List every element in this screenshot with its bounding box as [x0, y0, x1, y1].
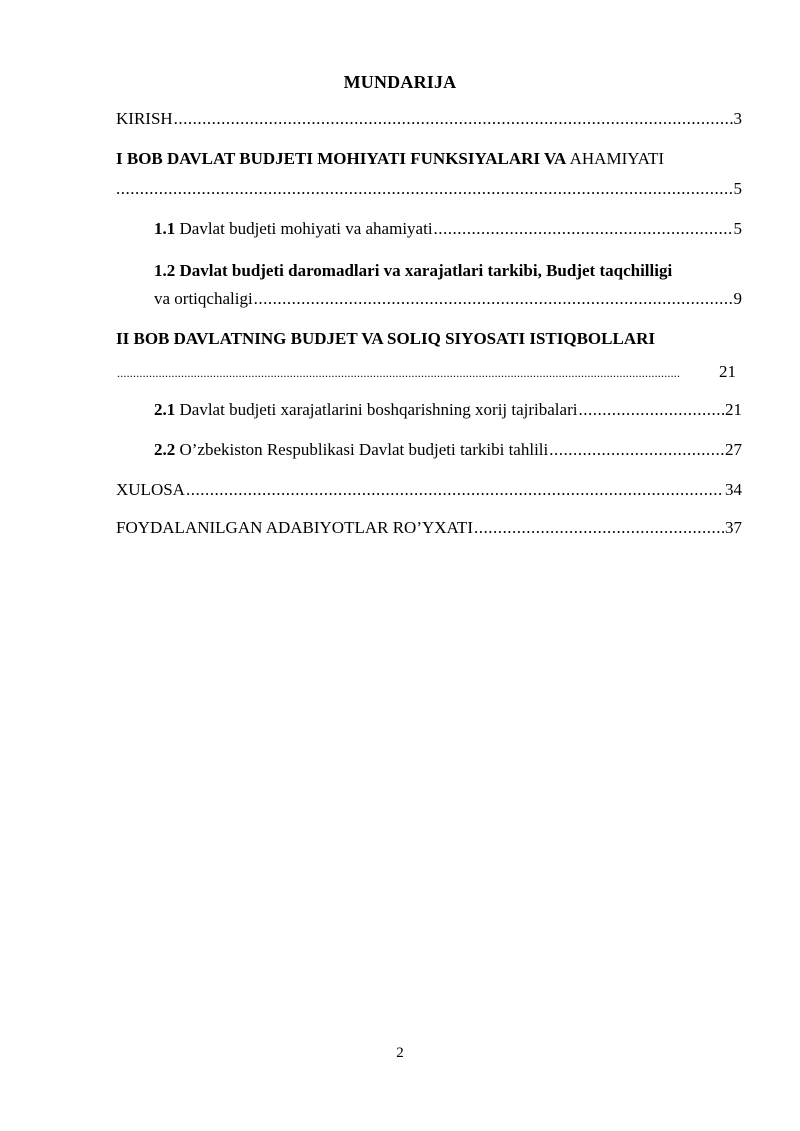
page-number-footer: 2: [396, 1045, 404, 1061]
toc-page-number: 37: [725, 518, 742, 537]
dot-leader: [186, 477, 724, 503]
toc-page-number: 3: [733, 109, 742, 128]
toc-entry-label: [154, 397, 577, 423]
toc-section-1-1[interactable]: [154, 216, 742, 242]
section-number: 1.1: [154, 219, 176, 238]
section-number: 2.1: [154, 400, 176, 419]
toc-title: MUNDARIJA: [343, 72, 457, 92]
toc-page-number: 34: [725, 480, 742, 499]
toc-entry-label: [154, 216, 433, 242]
chapter-1-title-regular: AHAMIYATI: [566, 149, 665, 168]
toc-section-2-2[interactable]: [154, 437, 742, 463]
toc-section-1-2-line2[interactable]: [154, 286, 742, 312]
section-number: 2.2: [154, 440, 176, 459]
dot-leader: [434, 216, 733, 242]
dot-leader: [578, 397, 724, 423]
section-text: Davlat budjeti mohiyati va ahamiyati: [175, 219, 433, 238]
toc-section-1-2-line1[interactable]: 1.2 Davlat budjeti daromadlari va xarajatlari tarkibi, Budjet taqchilligi: [154, 261, 673, 280]
dot-leader: [549, 437, 724, 463]
toc-entry-label: va ortiqchaligi: [154, 289, 253, 308]
toc-entry-label: FOYDALANILGAN ADABIYOTLAR RO’YXATI: [116, 518, 473, 537]
dot-leader: [117, 363, 680, 383]
dot-leader: [474, 515, 724, 541]
toc-page-number: 5: [733, 219, 742, 238]
toc-page-number: 21: [719, 362, 736, 381]
dot-leader: [174, 106, 733, 132]
toc-chapter-2-heading[interactable]: II BOB DAVLATNING BUDJET VA SOLIQ SIYOSATI ISTIQBOLLARI: [116, 329, 655, 348]
dot-leader: [116, 176, 733, 202]
toc-page-number: 21: [725, 400, 742, 419]
toc-entry-xulosa[interactable]: [116, 477, 742, 503]
toc-section-2-1[interactable]: [154, 397, 742, 423]
toc-entry-label: KIRISH: [116, 109, 173, 128]
toc-chapter-1-heading[interactable]: [116, 146, 742, 172]
section-text: Davlat budjeti xarajatlarini boshqarishning xorij tajribalari: [175, 400, 578, 419]
toc-entry-label: [154, 437, 548, 463]
toc-entry-label: XULOSA: [116, 480, 185, 499]
toc-chapter-1-leader-row[interactable]: [116, 176, 742, 202]
toc-page-number: 9: [733, 289, 742, 308]
toc-entry-references[interactable]: [116, 515, 742, 541]
section-text: O’zbekiston Respublikasi Davlat budjeti tarkibi tahlili: [175, 440, 549, 459]
toc-page-number: 5: [733, 179, 742, 198]
chapter-1-title-bold: I BOB DAVLAT BUDJETI MOHIYATI FUNKSIYALARI VA: [116, 149, 567, 168]
toc-page-number: 27: [725, 440, 742, 459]
toc-chapter-2-leader-row[interactable]: [116, 362, 736, 383]
toc-entry-kirish[interactable]: [116, 106, 742, 132]
dot-leader: [254, 286, 733, 312]
